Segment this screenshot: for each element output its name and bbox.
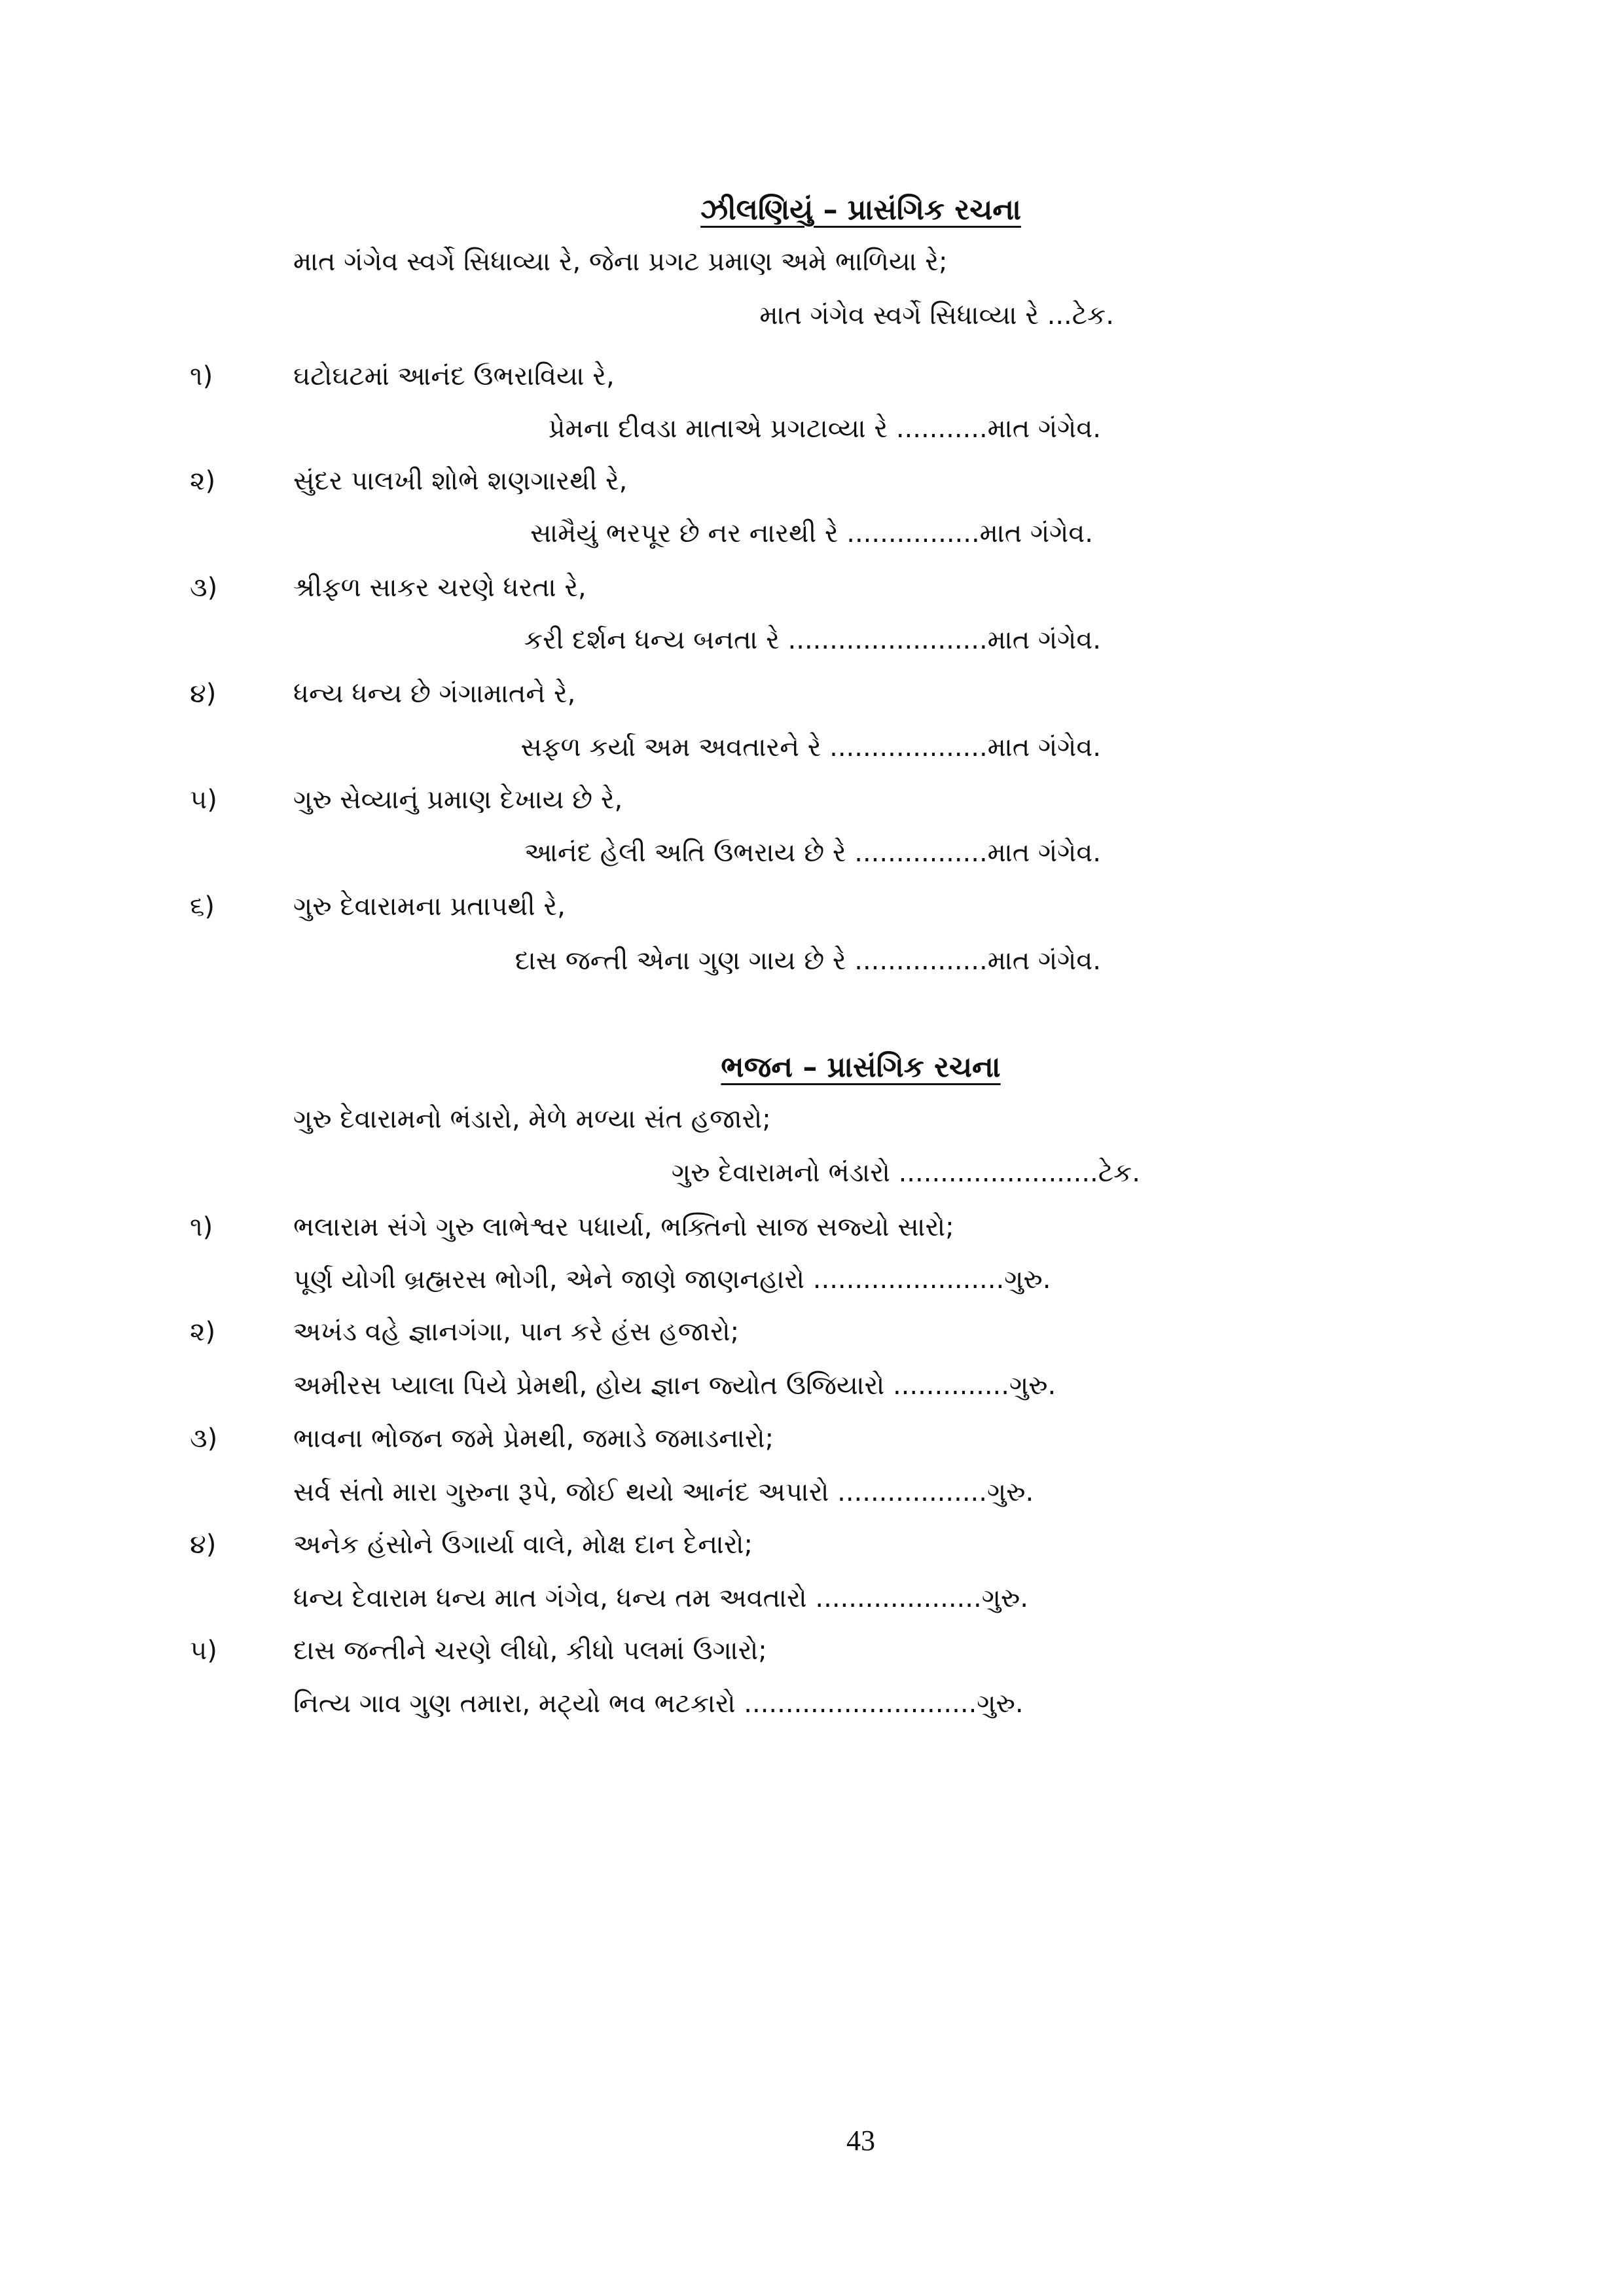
verse-line: કરી દર્શન ધન્ય બનતા રે ........................માત ગંગેવ. xyxy=(524,625,1101,655)
section-title-zilaniyu: ઝીલણિયું – પ્રાસંગિક રચના xyxy=(700,193,1021,226)
verse-line: અનેક હંસોને ઉગાર્યા વાલે, મોક્ષ દાન દેનારો; xyxy=(293,1530,753,1560)
verse-line: દાસ જન્તી એના ગુણ ગાય છે રે ................માત ગંગેવ. xyxy=(514,946,1101,976)
verse-line: ભાવના ભોજન જમે પ્રેમથી, જમાડે જમાડનારો; xyxy=(293,1424,774,1454)
verse-number: ૨) xyxy=(190,466,216,496)
verse-number: ૫) xyxy=(190,785,217,815)
verse-number: ૧) xyxy=(190,1212,213,1242)
verse-number: ૨) xyxy=(190,1317,216,1347)
verse-number: ૪) xyxy=(190,1530,217,1560)
verse-line: ધન્ય દેવારામ ધન્ય માત ગંગેવ, ધન્ય તમ અવતારો ....................ગુરુ. xyxy=(293,1583,1028,1613)
verse-line: અમીરસ પ્યાલા પિયે પ્રેમથી, હોય જ્ઞાન જ્યોત ઉજિયારો ..............ગુરુ. xyxy=(293,1371,1056,1401)
refrain-line-2: ગુરુ દેવારામનો ભંડારો ........................ટેક. xyxy=(671,1158,1140,1188)
section-title-bhajan: ભજન – પ્રાસંગિક રચના xyxy=(721,1050,1001,1084)
verse-number: ૪) xyxy=(190,679,217,709)
verse-number: ૬) xyxy=(190,891,215,922)
verse-line: અખંડ વહે જ્ઞાનગંગા, પાન કરે હંસ હજારો; xyxy=(293,1317,740,1347)
verse-number: ૩) xyxy=(190,573,218,603)
verse-line: ગુરુ દેવારામના પ્રતાપથી રે, xyxy=(293,891,566,922)
verse-line: દાસ જન્તીને ચરણે લીધો, કીધો પલમાં ઉગારો; xyxy=(293,1636,767,1666)
verse-number: ૧) xyxy=(190,361,213,391)
verse-line: પૂર્ણ યોગી બ્રહ્મરસ ભોગી, એને જાણે જાણનહારો .......................ગુરુ. xyxy=(293,1265,1051,1295)
verse-line: નિત્ય ગાવ ગુણ તમારા, મટ્યો ભવ ભટકારો ............................ગુરુ. xyxy=(293,1689,1024,1719)
page-number: 43 xyxy=(846,2125,875,2157)
verse-number: ૫) xyxy=(190,1636,217,1666)
verse-line: સફળ કર્યા અમ અવતારને રે ...................માત ગંગેવ. xyxy=(520,732,1101,762)
verse-number: ૩) xyxy=(190,1424,218,1454)
verse-line: ઘટોઘટમાં આનંદ ઉભરાવિયા રે, xyxy=(293,361,615,391)
verse-line: આનંદ હેલી અતિ ઉભરાય છે રે ................માત ગંગેવ. xyxy=(524,838,1101,868)
verse-line: ધન્ય ધન્ય છે ગંગામાતને રે, xyxy=(293,679,576,709)
refrain-line-1: ગુરુ દેવારામનો ભંડારો, મેળે મળ્યા સંત હજારો; xyxy=(293,1104,771,1134)
verse-line: ગુરુ સેવ્યાનું પ્રમાણ દેખાય છે રે, xyxy=(293,785,623,815)
verse-line: સામૈયું ભરપૂર છે નર નારથી રે ................માત ગંગેવ. xyxy=(530,518,1093,548)
verse-line: પ્રેમના દીવડા માતાએ પ્રગટાવ્યા રે ...........માત ગંગેવ. xyxy=(548,414,1101,444)
refrain-line-1: માત ગંગેવ સ્વર્ગે સિધાવ્યા રે, જેના પ્રગટ પ્રમાણ અમે ભાળિયા રે; xyxy=(293,247,948,277)
verse-line: ભલારામ સંગે ગુરુ લાભેશ્વર પધાર્યા, ભક્તિનો સાજ સજ્યો સારો; xyxy=(293,1212,954,1242)
verse-line: સુંદર પાલખી શોભે શણગારથી રે, xyxy=(293,466,628,496)
verse-line: સર્વ સંતો મારા ગુરુના રૂપે, જોઈ થયો આનંદ અપારો ..................ગુરુ. xyxy=(293,1477,1034,1507)
verse-line: શ્રીફળ સાકર ચરણે ધરતા રે, xyxy=(293,573,586,603)
refrain-line-2: માત ગંગેવ સ્વર્ગે સિધાવ્યા રે ...ટેક. xyxy=(759,300,1114,331)
